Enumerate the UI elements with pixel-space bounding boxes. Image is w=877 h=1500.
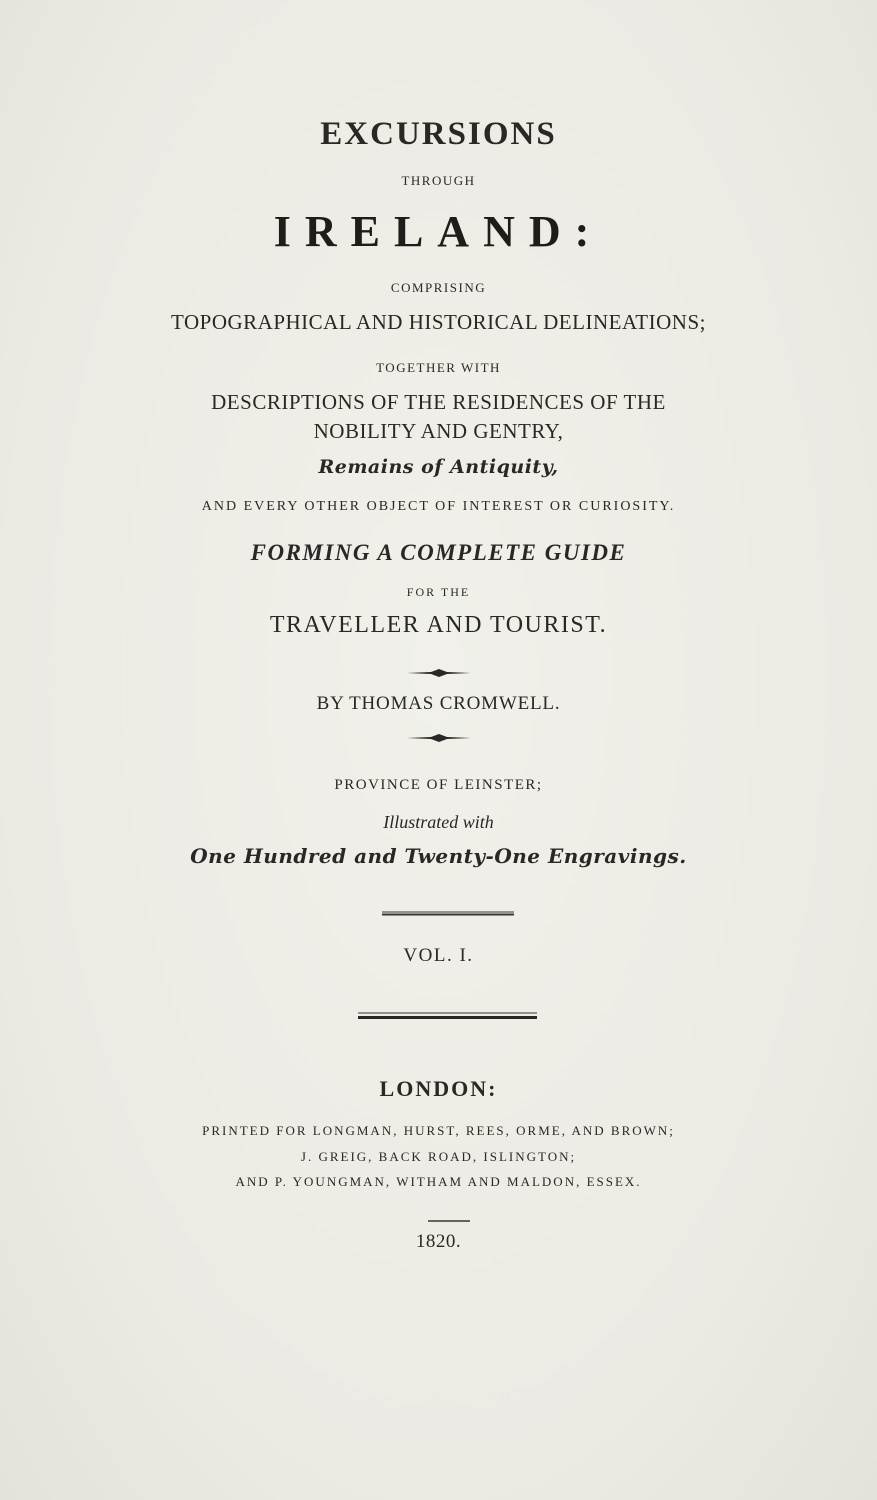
imprint-printer-line-1: PRINTED FOR LONGMAN, HURST, REES, ORME, AND BROWN; <box>202 1123 675 1138</box>
imprint-printer-line-3: AND P. YOUNGMAN, WITHAM AND MALDON, ESSEX. <box>235 1174 642 1189</box>
imprint-printer-line-2: J. GREIG, BACK ROAD, ISLINGTON; <box>300 1149 577 1164</box>
imprint-year: 1820. <box>415 1231 462 1252</box>
rule-double <box>0 1008 877 1026</box>
ornament-divider-bottom <box>0 733 877 743</box>
title-ireland: IRELAND: <box>273 207 604 256</box>
subtitle-traveller-and-tourist: TRAVELLER AND TOURIST. <box>269 612 608 638</box>
subtitle-remains-of-antiquity: Remains of Antiquity, <box>318 456 559 478</box>
author-byline: BY THOMAS CROMWELL. <box>316 693 561 714</box>
title-through: THROUGH <box>401 173 476 188</box>
subtitle-every-other-object: AND EVERY OTHER OBJECT OF INTEREST OR CURIOSITY. <box>201 499 676 514</box>
illustrated-with: Illustrated with <box>383 812 494 832</box>
subtitle-topographical: TOPOGRAPHICAL AND HISTORICAL DELINEATIONS; <box>171 310 706 334</box>
engravings-count: One Hundred and Twenty-One Engravings. <box>190 844 687 868</box>
rule-short <box>0 904 877 922</box>
subtitle-together-with: TOGETHER WITH <box>376 360 501 375</box>
subtitle-descriptions-line-1: DESCRIPTIONS OF THE RESIDENCES OF THE <box>211 390 666 414</box>
title-excursions: EXCURSIONS <box>320 116 557 152</box>
subtitle-comprising: COMPRISING <box>390 280 487 295</box>
volume-number: VOL. I. <box>403 945 474 966</box>
imprint-city: LONDON: <box>379 1076 498 1101</box>
rule-year <box>0 1210 877 1228</box>
province-line: PROVINCE OF LEINSTER; <box>334 777 543 793</box>
subtitle-descriptions-line-2: NOBILITY AND GENTRY, <box>313 419 564 443</box>
subtitle-forming-guide: FORMING A COMPLETE GUIDE <box>250 540 627 565</box>
subtitle-for-the: FOR THE <box>406 585 471 599</box>
ornament-divider-top <box>0 668 877 678</box>
